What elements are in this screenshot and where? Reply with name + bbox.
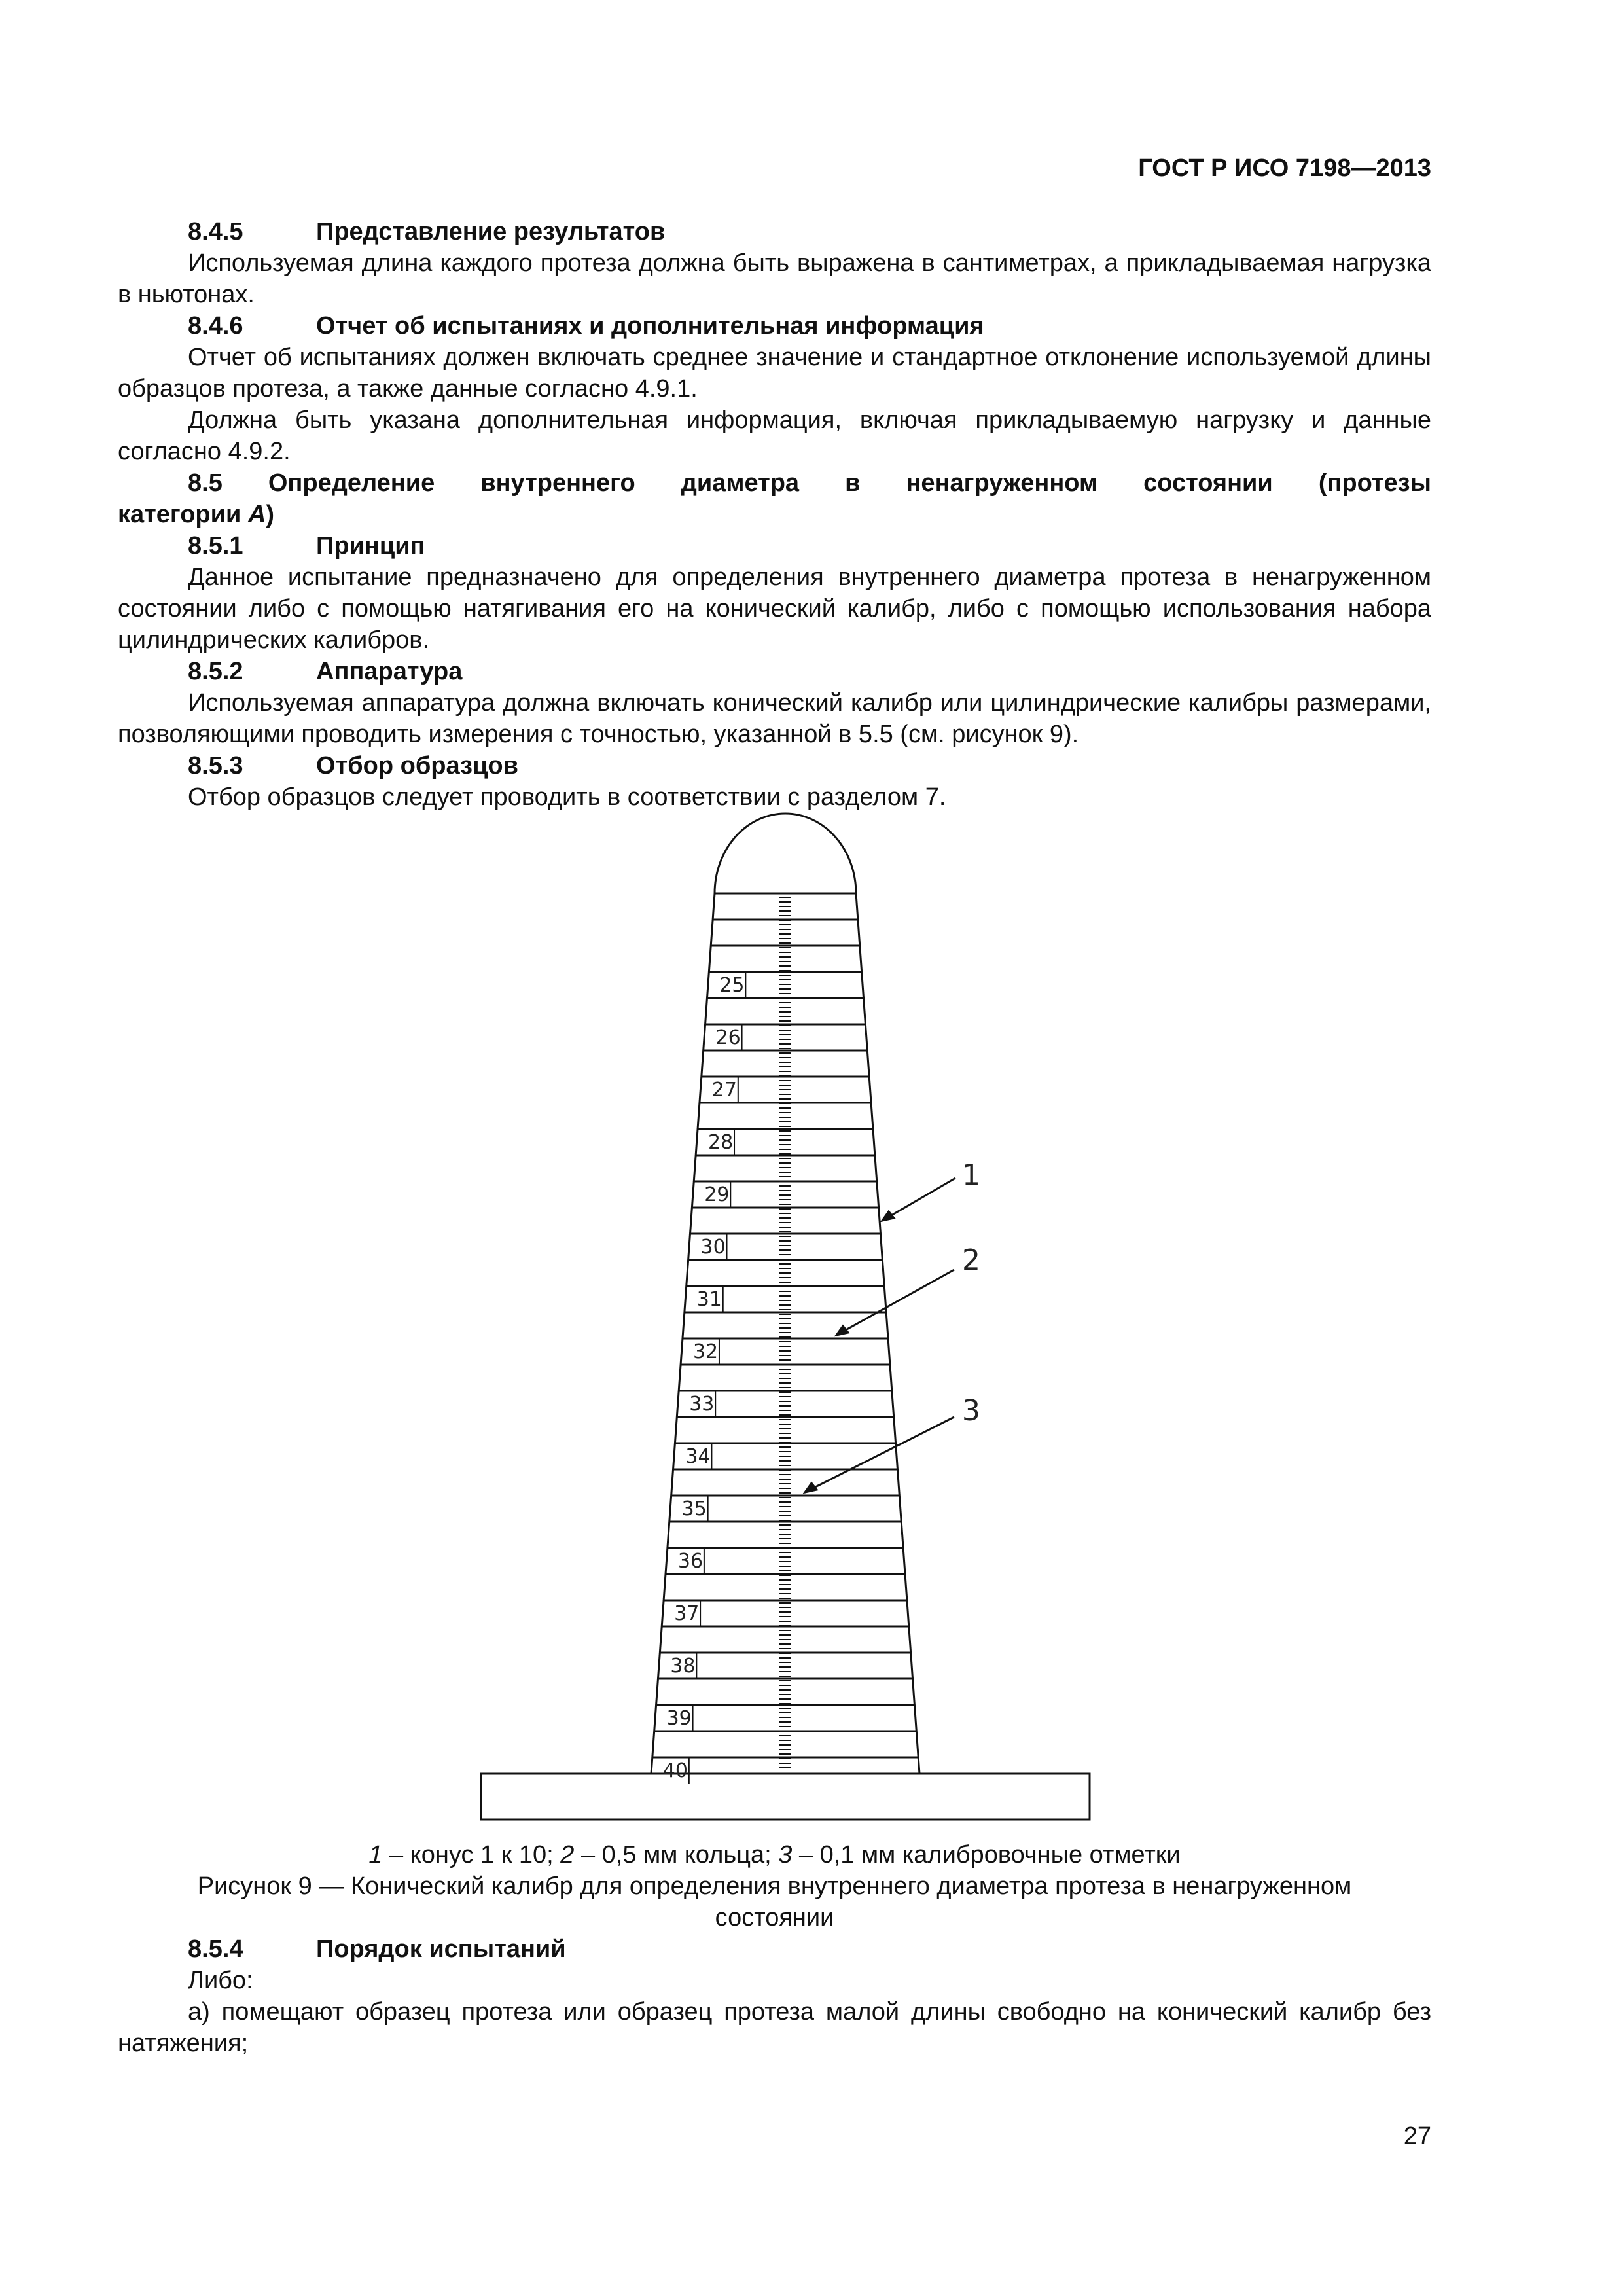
section-heading-8-5-1 bbox=[188, 530, 425, 562]
gauge-base bbox=[481, 1774, 1090, 1820]
page-number: 27 bbox=[1403, 2123, 1431, 2150]
scale-label: 26 bbox=[715, 1026, 741, 1049]
section-heading-8-5-line1: 8.5 Определение внутреннего диаметра в ненагруженном состоянии (протезы bbox=[188, 469, 1431, 497]
section-heading-8-5-4 bbox=[188, 1933, 566, 1965]
gauge-dome bbox=[715, 814, 856, 893]
callout-arrowhead bbox=[882, 1211, 894, 1221]
paragraph-8-5-3: Отбор образцов следует проводить в соответствии с разделом 7. bbox=[188, 783, 946, 811]
section-number: 8.5.4 bbox=[188, 1935, 243, 1963]
section-title: Принцип bbox=[316, 532, 425, 560]
paragraph-8-4-5: Используемая длина каждого протеза должна быть выражена в сантиметрах, а прикладываемая нагрузка в ньютонах. bbox=[118, 249, 1431, 308]
paragraph-8-5-2: Используемая аппаратура должна включать конический калибр или цилиндрические калибры размерами, позволяющими проводить измерения с точностью, указанной в 5.5 (см. рисунок 9). bbox=[118, 689, 1431, 748]
callout-leader bbox=[882, 1178, 955, 1221]
scale-label: 29 bbox=[704, 1183, 730, 1206]
scale-label: 40 bbox=[662, 1759, 688, 1782]
section-heading-8-5-3 bbox=[188, 750, 518, 781]
scale-label: 35 bbox=[681, 1498, 707, 1520]
section-number: 8.5.2 bbox=[188, 658, 243, 685]
scale-label: 27 bbox=[711, 1079, 737, 1102]
callout-arrowhead bbox=[805, 1483, 817, 1492]
section-heading-8-4-6 bbox=[188, 310, 984, 342]
legend-text-2: – 0,5 мм кольца; bbox=[574, 1841, 779, 1869]
section-title: Отбор образцов bbox=[316, 752, 518, 780]
figure-legend bbox=[118, 1839, 1431, 1871]
section-title: Аппаратура bbox=[316, 658, 463, 685]
scale-label: 36 bbox=[677, 1550, 704, 1573]
heading-text-end: ) bbox=[266, 501, 275, 528]
legend-text-3: – 0,1 мм калибровочные отметки bbox=[792, 1841, 1181, 1869]
callout-leader bbox=[805, 1417, 954, 1492]
scale-label: 39 bbox=[666, 1707, 692, 1730]
section-number: 8.5.3 bbox=[188, 752, 243, 780]
legend-key-2: 2 bbox=[560, 1841, 575, 1869]
scale-label: 30 bbox=[700, 1236, 726, 1259]
section-heading-8-5-line2 bbox=[118, 499, 274, 530]
section-title: Отчет об испытаниях и дополнительная информация bbox=[316, 312, 984, 340]
heading-category-letter: А bbox=[247, 501, 266, 528]
gauge-right-edge bbox=[856, 893, 919, 1774]
section-heading-8-4-5 bbox=[188, 216, 665, 247]
section-heading-8-5-2 bbox=[188, 656, 462, 687]
scale-label: 33 bbox=[689, 1393, 715, 1416]
paragraph-8-4-6-report: Отчет об испытаниях должен включать среднее значение и стандартное отклонение используемой длины образцов протеза, а также данные согласно 4.9.1. bbox=[118, 344, 1431, 403]
paragraph-8-5-4-a: а) помещают образец протеза или образец протеза малой длины свободно на конический калибр без натяжения; bbox=[118, 1998, 1431, 2057]
scale-label: 34 bbox=[685, 1445, 711, 1468]
conical-gauge-figure bbox=[458, 812, 1113, 1846]
callout-leader bbox=[836, 1270, 954, 1335]
legend-key-3: 3 bbox=[778, 1841, 793, 1869]
scale-label: 31 bbox=[696, 1288, 722, 1311]
callout-number: 1 bbox=[962, 1158, 980, 1192]
scale-label: 25 bbox=[719, 974, 745, 997]
section-number: 8.4.6 bbox=[188, 312, 243, 340]
legend-key-1: 1 bbox=[368, 1841, 383, 1869]
legend-text-1: – конус 1 к 10; bbox=[382, 1841, 561, 1869]
figure-caption-line1: Рисунок 9 — Конический калибр для определения внутреннего диаметра протеза в ненагруженном bbox=[197, 1873, 1352, 1900]
paragraph-8-4-6-additional: Должна быть указана дополнительная информация, включая прикладываемую нагрузку и данные согласно 4.9.2. bbox=[118, 406, 1431, 465]
scale-label: 37 bbox=[674, 1602, 700, 1625]
scale-label: 38 bbox=[670, 1655, 696, 1677]
paragraph-8-5-1: Данное испытание предназначено для определения внутреннего диаметра протеза в ненагруженном состоянии либо с помощью натягивания его на конический калибр, либо с помощью использования набора цилиндрических калибров. bbox=[118, 564, 1431, 654]
section-title: Порядок испытаний bbox=[316, 1935, 566, 1963]
gauge-left-edge bbox=[651, 893, 715, 1774]
section-title: Представление результатов bbox=[316, 218, 666, 245]
paragraph-8-5-4-either: Либо: bbox=[188, 1967, 253, 1994]
scale-label: 28 bbox=[708, 1131, 734, 1154]
section-number: 8.4.5 bbox=[188, 218, 243, 245]
scale-label: 32 bbox=[692, 1340, 719, 1363]
section-number: 8.5.1 bbox=[188, 532, 243, 560]
callout-number: 2 bbox=[962, 1244, 980, 1277]
figure-caption-line2: состоянии bbox=[715, 1904, 834, 1931]
callout-arrowhead bbox=[836, 1326, 848, 1335]
document-id: ГОСТ Р ИСО 7198—2013 bbox=[1138, 154, 1431, 182]
heading-text: категории bbox=[118, 501, 248, 528]
callout-number: 3 bbox=[962, 1394, 980, 1427]
